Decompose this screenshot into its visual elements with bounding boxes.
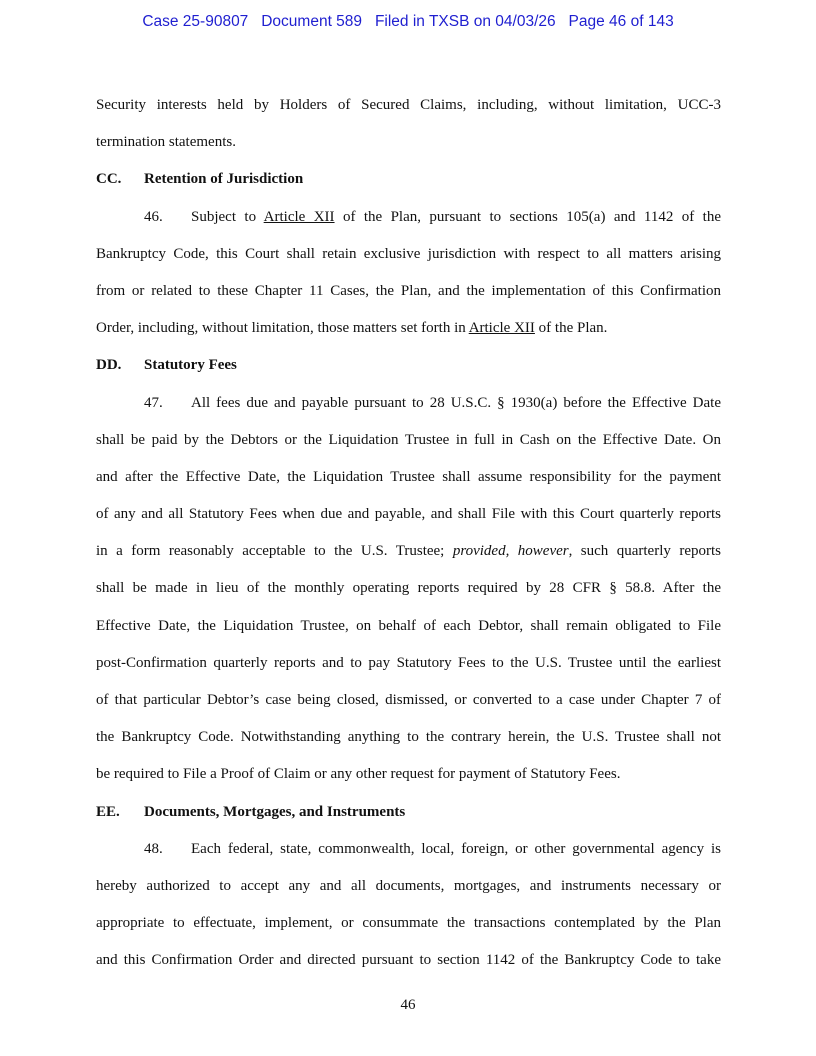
paragraph-47-line: of any and all Statutory Fees when due and payable, and shall File with this Court quarterly reports bbox=[96, 506, 721, 523]
italic-proviso: provided, however bbox=[452, 543, 569, 560]
paragraph-46-line bbox=[96, 314, 721, 351]
article-xii-reference: Article XII bbox=[263, 208, 335, 225]
paragraph-47-line: the Bankruptcy Code. Notwithstanding anything to the contrary herein, the U.S. Trustee shall not bbox=[96, 729, 721, 746]
paragraph-48-line: and this Confirmation Order and directed pursuant to section 1142 of the Bankruptcy Code to take bbox=[96, 952, 721, 969]
paragraph-number: 46. bbox=[144, 208, 163, 225]
paragraph-47-line: shall be paid by the Debtors or the Liquidation Trustee in full in Cash on the Effective Date. On bbox=[96, 431, 721, 448]
court-filing-stamp: Case 25-90807 Document 589 Filed in TXSB on 04/03/26 Page 46 of 143 bbox=[142, 13, 674, 30]
paragraph-47-line bbox=[96, 537, 721, 574]
text-span: of the Plan, pursuant to sections 105(a) and 1142 of the bbox=[334, 208, 721, 225]
text-span: Subject to bbox=[191, 208, 264, 225]
page-number: 46 bbox=[400, 997, 416, 1013]
article-xii-reference: Article XII bbox=[468, 320, 535, 337]
paragraph-47-line: and after the Effective Date, the Liquidation Trustee shall assume responsibility for the payment bbox=[96, 468, 721, 485]
paragraph-46-line: from or related to these Chapter 11 Cases, the Plan, and the implementation of this Confirmation bbox=[96, 282, 721, 299]
document-body bbox=[96, 91, 721, 984]
section-heading-cc bbox=[96, 165, 721, 202]
continuation-line: termination statements. bbox=[96, 134, 236, 151]
text-span: of the Plan. bbox=[534, 320, 608, 337]
paragraph-48-line: hereby authorized to accept any and all documents, mortgages, and instruments necessary or bbox=[96, 877, 721, 894]
text-span: All fees due and payable pursuant to 28 U.S.C. § 1930(a) before the Effective Date bbox=[191, 394, 721, 411]
section-heading-ee bbox=[96, 798, 721, 835]
paragraph-47-line bbox=[96, 389, 721, 426]
paragraph-number: 48. bbox=[144, 840, 163, 857]
text-span: , such quarterly reports bbox=[568, 543, 721, 560]
paragraph-48-line bbox=[96, 835, 721, 872]
paragraph-number: 47. bbox=[144, 394, 163, 411]
paragraph-46-line bbox=[96, 203, 721, 240]
continuation-line: Security interests held by Holders of Secured Claims, including, without limitation, UCC-3 bbox=[96, 97, 721, 113]
section-heading-dd bbox=[96, 351, 721, 388]
section-label: CC. bbox=[96, 171, 122, 188]
paragraph-47-line: of that particular Debtor’s case being closed, dismissed, or converted to a case under Chapter 7 of bbox=[96, 692, 721, 708]
paragraph-47-line: shall be made in lieu of the monthly operating reports required by 28 CFR § 58.8. After the bbox=[96, 580, 721, 597]
paragraph-47-line: Effective Date, the Liquidation Trustee, on behalf of each Debtor, shall remain obligated to File bbox=[96, 617, 721, 634]
section-label: EE. bbox=[96, 803, 120, 820]
section-title: Documents, Mortgages, and Instruments bbox=[144, 803, 406, 820]
text-span: Each federal, state, commonwealth, local, foreign, or other governmental agency is bbox=[191, 840, 721, 857]
paragraph-48-line: appropriate to effectuate, implement, or consummate the transactions contemplated by the Plan bbox=[96, 915, 721, 932]
paragraph-47-line: be required to File a Proof of Claim or any other request for payment of Statutory Fees. bbox=[96, 766, 621, 783]
text-span: in a form reasonably acceptable to the U.S. Trustee; bbox=[96, 543, 453, 560]
text-span: Order, including, without limitation, those matters set forth in bbox=[96, 320, 469, 337]
section-title: Retention of Jurisdiction bbox=[144, 171, 304, 188]
section-label: DD. bbox=[96, 357, 122, 374]
paragraph-47-line: post-Confirmation quarterly reports and to pay Statutory Fees to the U.S. Trustee until the earliest bbox=[96, 654, 721, 671]
paragraph-46-line: Bankruptcy Code, this Court shall retain exclusive jurisdiction with respect to all matters arising bbox=[96, 245, 721, 262]
section-title: Statutory Fees bbox=[144, 357, 237, 374]
